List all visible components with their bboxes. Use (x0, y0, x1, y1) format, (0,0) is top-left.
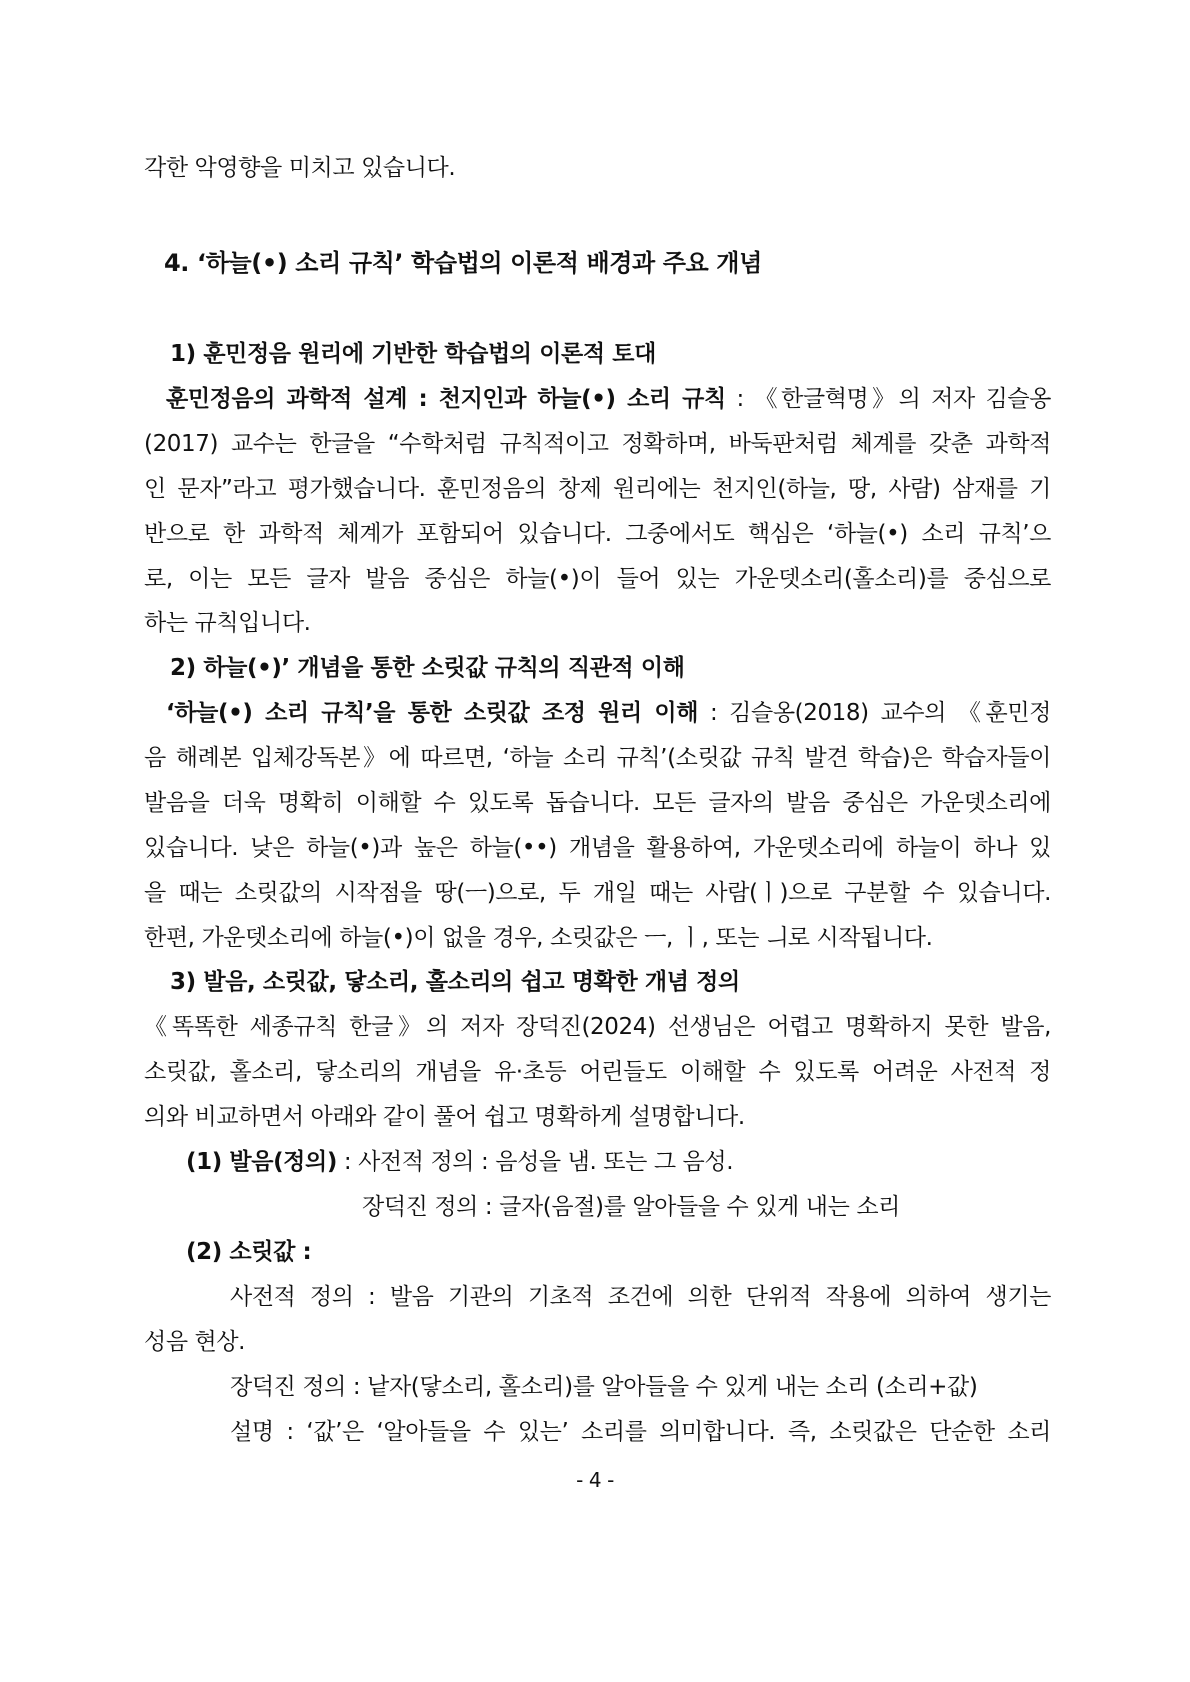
paragraph-2-line: 발음을 더욱 명확히 이해할 수 있도록 돕습니다. 모든 글자의 발음 중심은 가운뎃소리에 (144, 790, 1051, 816)
paragraph-1-line: 반으로 한 과학적 체계가 포함되어 있습니다. 그중에서도 핵심은 ‘하늘(•) 소리 규칙’으 (144, 521, 1051, 547)
paragraph-1-lead-bold: 훈민정음의 과학적 설계 : 천지인과 하늘(•) 소리 규칙 (166, 386, 726, 412)
definition-1-jang: 장덕진 정의 : 글자(음절)를 알아들을 수 있게 내는 소리 (362, 1194, 900, 1220)
definition-2-label: (2) 소릿값 : (186, 1239, 312, 1265)
paragraph-3-line: 소릿값, 홀소리, 닿소리의 개념을 유·초등 어린들도 이해할 수 있도록 어려운 사전적 정 (144, 1059, 1051, 1085)
paragraph-2-line: 을 때는 소릿값의 시작점을 땅(ㅡ)으로, 두 개일 때는 사람(ㅣ)으로 구분할 수 있습니다. (144, 880, 1051, 906)
subsection-2-heading: 2) 하늘(•)’ 개념을 통한 소릿값 규칙의 직관적 이해 (170, 655, 685, 681)
paragraph-2-line: 있습니다. 낮은 하늘(•)과 높은 하늘(••) 개념을 활용하여, 가운뎃소리에 하늘이 하나 있 (144, 835, 1051, 861)
section-heading: 4. ‘하늘(•) 소리 규칙’ 학습법의 이론적 배경과 주요 개념 (164, 249, 762, 277)
page-number: - 4 - (576, 1468, 614, 1492)
paragraph-3-line: 의와 비교하면서 아래와 같이 풀어 쉽고 명확하게 설명합니다. (144, 1104, 745, 1130)
definition-1 (186, 1142, 733, 1182)
paragraph-2-line: 한편, 가운뎃소리에 하늘(•)이 없을 경우, 소릿값은 ㅡ, ㅣ, 또는 ㅢ로 시작됩니다. (144, 925, 933, 951)
paragraph-2-lead (166, 693, 1051, 733)
paragraph-2-lead-rest: : 김슬옹(2018) 교수의 《훈민정 (698, 700, 1051, 726)
definition-1-dictionary: : 사전적 정의 : 음성을 냄. 또는 그 음성. (336, 1149, 734, 1175)
paragraph-2-line: 음 해례본 입체강독본》에 따르면, ‘하늘 소리 규칙’(소릿값 규칙 발견 학습)은 학습자들이 (144, 745, 1051, 771)
paragraph-1-line: 로, 이는 모든 글자 발음 중심은 하늘(•)이 들어 있는 가운뎃소리(홀소리)를 중심으로 (144, 566, 1051, 592)
definition-2-dictionary: 사전적 정의 : 발음 기관의 기초적 조건에 의한 단위적 작용에 의하여 생기는 (230, 1284, 1051, 1310)
paragraph-1-line: 인 문자”라고 평가했습니다. 훈민정음의 창제 원리에는 천지인(하늘, 땅, 사람) 삼재를 기 (144, 476, 1051, 502)
subsection-1-heading: 1) 훈민정음 원리에 기반한 학습법의 이론적 토대 (170, 341, 656, 367)
paragraph-1-lead (166, 379, 1051, 419)
subsection-3-heading: 3) 발음, 소릿값, 닿소리, 홀소리의 쉽고 명확한 개념 정의 (170, 969, 740, 995)
paragraph-1-lead-rest: : 《한글혁명》의 저자 김슬옹 (725, 386, 1051, 412)
continuation-line: 각한 악영향을 미치고 있습니다. (144, 155, 456, 181)
paragraph-3-line: 《똑똑한 세종규칙 한글》의 저자 장덕진(2024) 선생님은 어렵고 명확하지 못한 발음, (144, 1014, 1051, 1040)
definition-2-explanation: 설명 : ‘값’은 ‘알아들을 수 있는’ 소리를 의미합니다. 즉, 소릿값은 단순한 소리 (230, 1419, 1051, 1445)
definition-2-jang: 장덕진 정의 : 낱자(닿소리, 홀소리)를 알아들을 수 있게 내는 소리 (소리+값) (230, 1374, 978, 1400)
paragraph-1-line: (2017) 교수는 한글을 “수학처럼 규칙적이고 정확하며, 바둑판처럼 체계를 갖춘 과학적 (144, 431, 1051, 457)
paragraph-1-line: 하는 규칙입니다. (144, 610, 311, 636)
definition-1-label: (1) 발음(정의) (186, 1149, 337, 1175)
paragraph-2-lead-bold: ‘하늘(•) 소리 규칙’을 통한 소릿값 조정 원리 이해 (166, 700, 699, 726)
definition-2-dictionary-cont: 성음 현상. (144, 1329, 246, 1355)
